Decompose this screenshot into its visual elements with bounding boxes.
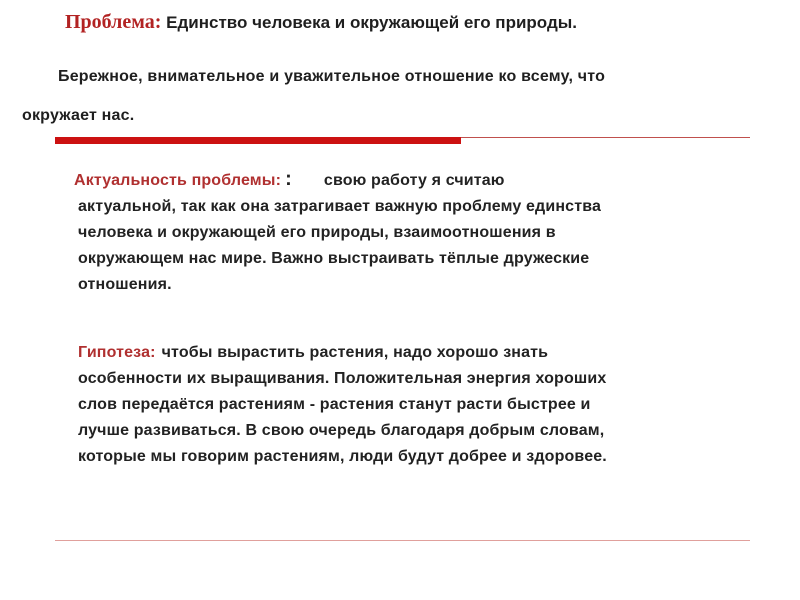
intro-paragraph [22,57,752,135]
hypothesis-line-5: которые мы говорим растениям, люди будут добрее и здоровее. [78,448,607,465]
problem-label: Проблема: [65,11,162,33]
hypothesis-line-2: особенности их выращивания. Положительная энергия хороших [78,370,607,387]
intro-line-1: Бережное, внимательное и уважительное отношение ко всему, что [58,68,606,85]
hypothesis-line-3: слов передаётся растениям - растения станут расти быстрее и [78,396,591,413]
relevance-colon: : [285,168,292,190]
relevance-line-5: отношения. [78,276,172,293]
relevance-label: Актуальность проблемы: [74,172,282,189]
bottom-divider-line [55,540,750,541]
relevance-text-1: свою работу я считаю [323,172,505,189]
hypothesis-label: Гипотеза: [78,344,156,361]
hypothesis-line-1 [74,340,754,366]
relevance-line-1 [74,166,754,194]
relevance-line-4: окружающем нас мире. Важно выстраивать тёплые дружеские [78,250,590,267]
intro-line-2: окружает нас. [22,107,135,124]
problem-title [65,11,577,34]
hypothesis-text-1: чтобы вырастить растения, надо хорошо знать [161,344,549,361]
hypothesis-paragraph [74,340,754,470]
hypothesis-line-4: лучше развиваться. В свою очередь благодаря добрым словам, [78,422,605,439]
problem-text: Единство человека и окружающей его природы. [166,13,577,32]
relevance-line-2: актуальной, так как она затрагивает важную проблему единства [78,198,602,215]
relevance-paragraph [74,166,754,298]
relevance-line-3: человека и окружающей его природы, взаимоотношения в [78,224,556,241]
top-divider-accent [55,137,461,144]
